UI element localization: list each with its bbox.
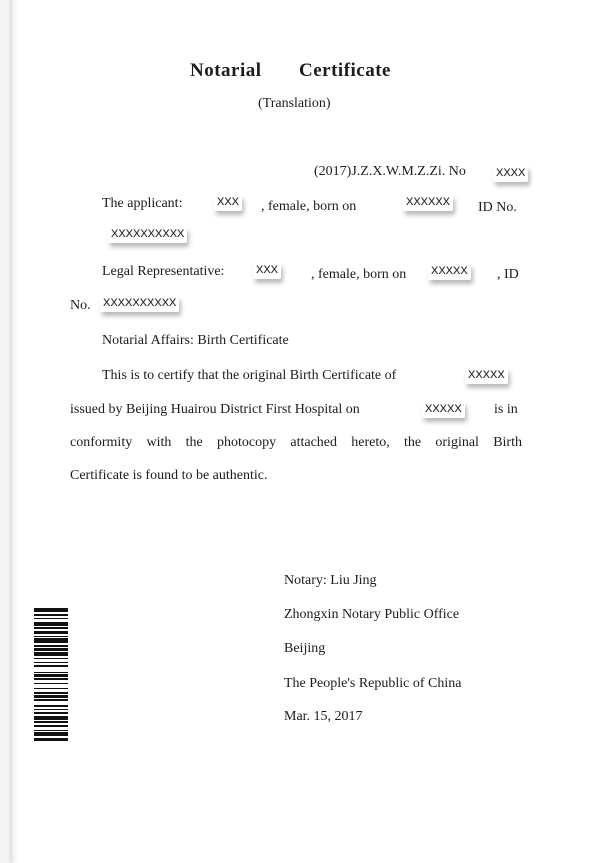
barcode-bar [34,627,68,628]
certify-line-2-end: is in [494,402,518,417]
barcode-bar [34,721,68,722]
certify-name-redacted: XXXXX [465,368,508,384]
barcode-bar [34,678,68,679]
barcode-bar [34,631,68,634]
legal-rep-dob-redacted: XXXXX [428,264,471,280]
barcode-bar [34,636,68,637]
notary-name: Notary: Liu Jing [284,573,377,588]
barcode-bar [34,662,68,663]
applicant-id-label: ID No. [478,200,517,215]
certify-line-4: Certificate is found to be authentic. [70,468,268,483]
applicant-gender-text: , female, born on [261,199,357,214]
barcode-bar [34,738,68,741]
barcode-bar [34,665,68,668]
notary-office: Zhongxin Notary Public Office [284,607,460,622]
barcode-bar [34,608,68,612]
certificate-number-prefix: (2017)J.Z.X.W.M.Z.Zi. No [314,164,466,179]
notarial-affairs: Notarial Affairs: Birth Certificate [102,333,289,348]
barcode-bar [34,688,68,689]
applicant-label: The applicant: [102,196,183,211]
barcode-bar [34,712,68,715]
certify-line-2: issued by Beijing Huairou District First Hospital on [70,402,360,417]
barcode-bar [34,645,68,646]
barcode-bar [34,699,68,700]
certify-line-3: conformity with the photocopy attached hereto, the original Birth [70,435,522,450]
barcode-bar [34,683,68,684]
applicant-name-redacted: XXX [214,195,242,211]
barcode-bar [34,648,68,651]
legal-rep-label: Legal Representative: [102,264,225,279]
barcode-bar [34,652,68,656]
barcode-bar [34,725,68,726]
legal-rep-id-redacted: XXXXXXXXXX [100,296,179,312]
barcode-bar [34,732,68,736]
legal-rep-name-redacted: XXX [253,263,281,279]
barcode-bar [34,618,68,619]
certify-date-redacted: XXXXX [422,402,465,418]
redaction-patch [34,222,96,246]
certificate-number-redacted: XXXX [493,166,528,182]
barcode-bar [34,672,68,673]
barcode-bar [34,730,68,731]
legal-rep-id-label: , ID [497,267,519,282]
barcode-bar [34,622,68,626]
applicant-dob-redacted: XXXXXX [403,195,453,211]
legal-rep-no-label: No. [70,298,91,313]
notary-country: The People's Republic of China [284,676,462,691]
barcode-bar [34,692,68,693]
barcode-bar [34,638,68,642]
redaction-patch-bottom [32,772,124,806]
barcode-bar [34,709,68,710]
notary-date: Mar. 15, 2017 [284,709,363,724]
barcode-bar [34,674,68,677]
certificate-page [12,0,616,863]
certify-line-1: This is to certify that the original Birth Certificate of [102,368,397,383]
subtitle: (Translation) [258,96,331,111]
barcode [34,608,68,742]
barcode-bar [34,695,68,698]
title-word-certificate: Certificate [299,60,391,81]
barcode-bar [34,716,68,720]
title-word-notarial: Notarial [190,60,262,81]
barcode-bar [34,614,68,617]
legal-rep-gender-text: , female, born on [311,267,407,282]
notary-city: Beijing [284,641,326,656]
barcode-bar [34,658,68,659]
applicant-id-redacted: XXXXXXXXXX [108,227,187,243]
barcode-bar [34,705,68,708]
